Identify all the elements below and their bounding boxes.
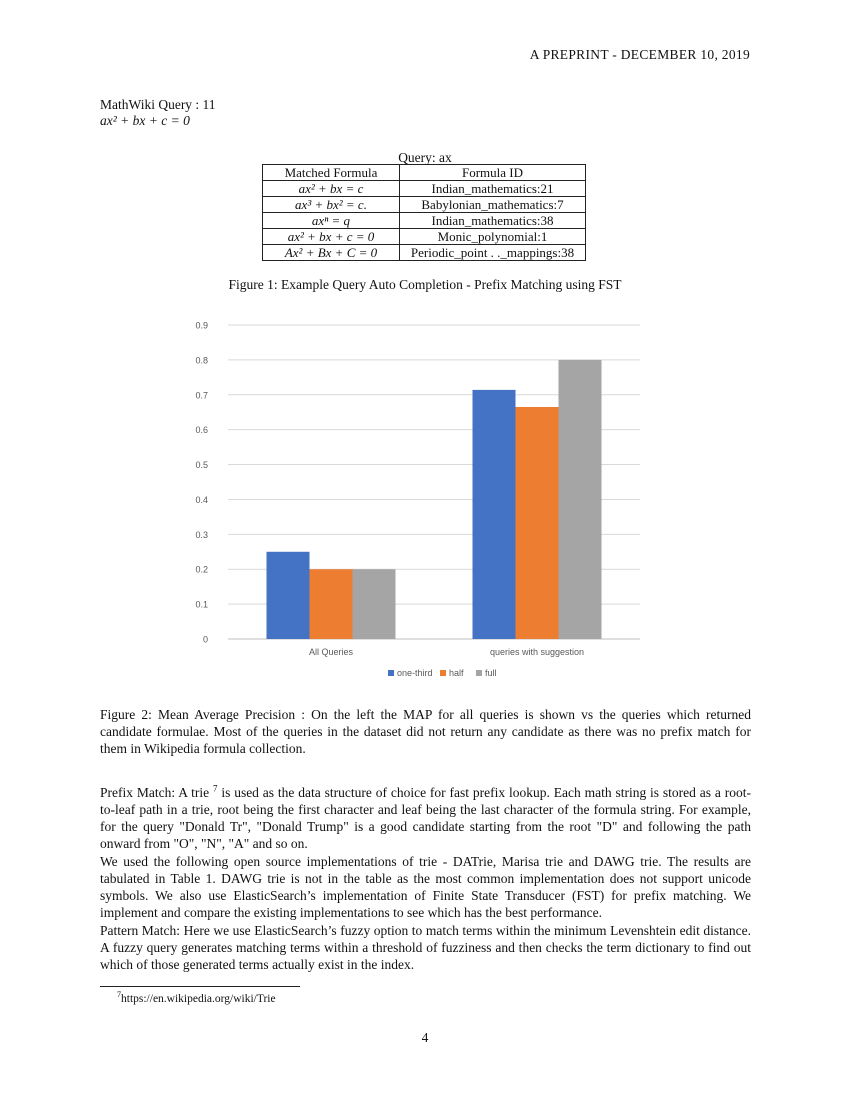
footnote-link[interactable]: https://en.wikipedia.org/wiki/Trie <box>121 992 276 1005</box>
bar-full-1 <box>559 360 602 639</box>
figure-1-caption: Figure 1: Example Query Auto Completion - Prefix Matching using FST <box>228 277 622 292</box>
footnote-divider <box>100 986 300 987</box>
bar-half-1 <box>516 407 559 639</box>
formula-id-cell: Indian_mathematics:21 <box>400 181 586 197</box>
legend-label: one-third <box>397 668 433 678</box>
y-tick-label: 0.5 <box>195 460 208 471</box>
paragraph-pattern-match: Pattern Match: Here we use ElasticSearch’s fuzzy option to match terms within the minimum Levenshtein edit distance. A fuzzy query generates matching terms within a threshold of fuzziness and then checks the term dictionary to find out which of those generated terms actually exist in the index. <box>100 923 751 972</box>
map-bar-chart <box>190 310 660 695</box>
query-title: MathWiki Query : 11 <box>100 97 216 112</box>
bar-one-third-0 <box>267 552 310 639</box>
paragraph-prefix-match <box>100 784 751 852</box>
y-tick-label: 0.8 <box>195 355 208 366</box>
matched-formula-cell: Ax² + Bx + C = 0 <box>263 245 400 261</box>
footnote-reference[interactable]: 7 <box>212 783 218 794</box>
y-tick-label: 0.7 <box>195 390 208 401</box>
matched-formula-cell: ax² + bx + c = 0 <box>263 229 400 245</box>
legend-label: full <box>485 668 497 678</box>
y-tick-label: 0.1 <box>195 599 208 610</box>
paragraph-text: is used as the data structure of choice for fast prefix lookup. Each math string is stored as a root-to-leaf path in a trie, root being the first character and leaf being the last character of the formula string. For example, for the query "Donald Tr", "Donald Trump" is a good candidate starting from the root "D" and following the path onward from "O", "N", "A" and so on. <box>100 785 752 851</box>
legend-swatch <box>388 670 394 676</box>
footnote <box>117 990 276 1005</box>
legend-label: half <box>449 668 464 678</box>
query-formula: ax² + bx + c = 0 <box>100 113 190 128</box>
column-header: Formula ID <box>400 165 586 181</box>
table-caption: Query: ax <box>398 150 452 165</box>
formula-id-cell: Monic_polynomial:1 <box>400 229 586 245</box>
table-row <box>263 213 586 229</box>
bar-one-third-1 <box>473 390 516 639</box>
running-header: A PREPRINT - DECEMBER 10, 2019 <box>529 47 750 62</box>
column-header: Matched Formula <box>263 165 400 181</box>
paragraph-text: Prefix Match: A trie <box>100 785 213 800</box>
paragraph-implementations: We used the following open source implementations of trie - DATrie, Marisa trie and DAWG trie. The results are tabulated in Table 1. DAWG trie is not in the table as the most common implementation does not support unicode symbols. We also use ElasticSearch’s implementation of Finite State Transducer (FST) for prefix matching. We implement and compare the existing implementations to see which has the best performance. <box>100 854 751 920</box>
matched-formula-cell: ax³ + bx² = c. <box>263 197 400 213</box>
y-tick-label: 0.9 <box>195 320 208 331</box>
matched-formula-table <box>262 164 586 261</box>
y-tick-label: 0.3 <box>195 529 208 540</box>
legend-swatch <box>476 670 482 676</box>
legend-swatch <box>440 670 446 676</box>
table-row <box>263 245 586 261</box>
y-tick-label: 0.4 <box>195 494 208 505</box>
bar-half-0 <box>310 569 353 639</box>
table-header-row <box>263 165 586 181</box>
matched-formula-cell: ax² + bx = c <box>263 181 400 197</box>
y-tick-label: 0 <box>202 634 208 645</box>
table-row <box>263 197 586 213</box>
figure-2-caption: Figure 2: Mean Average Precision : On the left the MAP for all queries is shown vs the queries which returned candidate formulae. Most of the queries in the dataset did not return any candidate as there was no prefix match for them in Wikipedia formula collection. <box>100 707 751 756</box>
x-category-label: queries with suggestion <box>489 647 585 657</box>
matched-formula-cell: axⁿ = q <box>263 213 400 229</box>
bar-full-0 <box>353 569 396 639</box>
formula-id-cell: Periodic_point . ._mappings:38 <box>400 245 586 261</box>
formula-id-cell: Indian_mathematics:38 <box>400 213 586 229</box>
x-category-label: All Queries <box>308 647 354 657</box>
chart-svg <box>190 310 660 695</box>
page-number: 4 <box>421 1030 429 1045</box>
y-tick-label: 0.6 <box>195 425 208 436</box>
y-tick-label: 0.2 <box>195 564 208 575</box>
formula-id-cell: Babylonian_mathematics:7 <box>400 197 586 213</box>
table-row <box>263 229 586 245</box>
table-row <box>263 181 586 197</box>
footnote-number: 7 <box>117 990 121 999</box>
